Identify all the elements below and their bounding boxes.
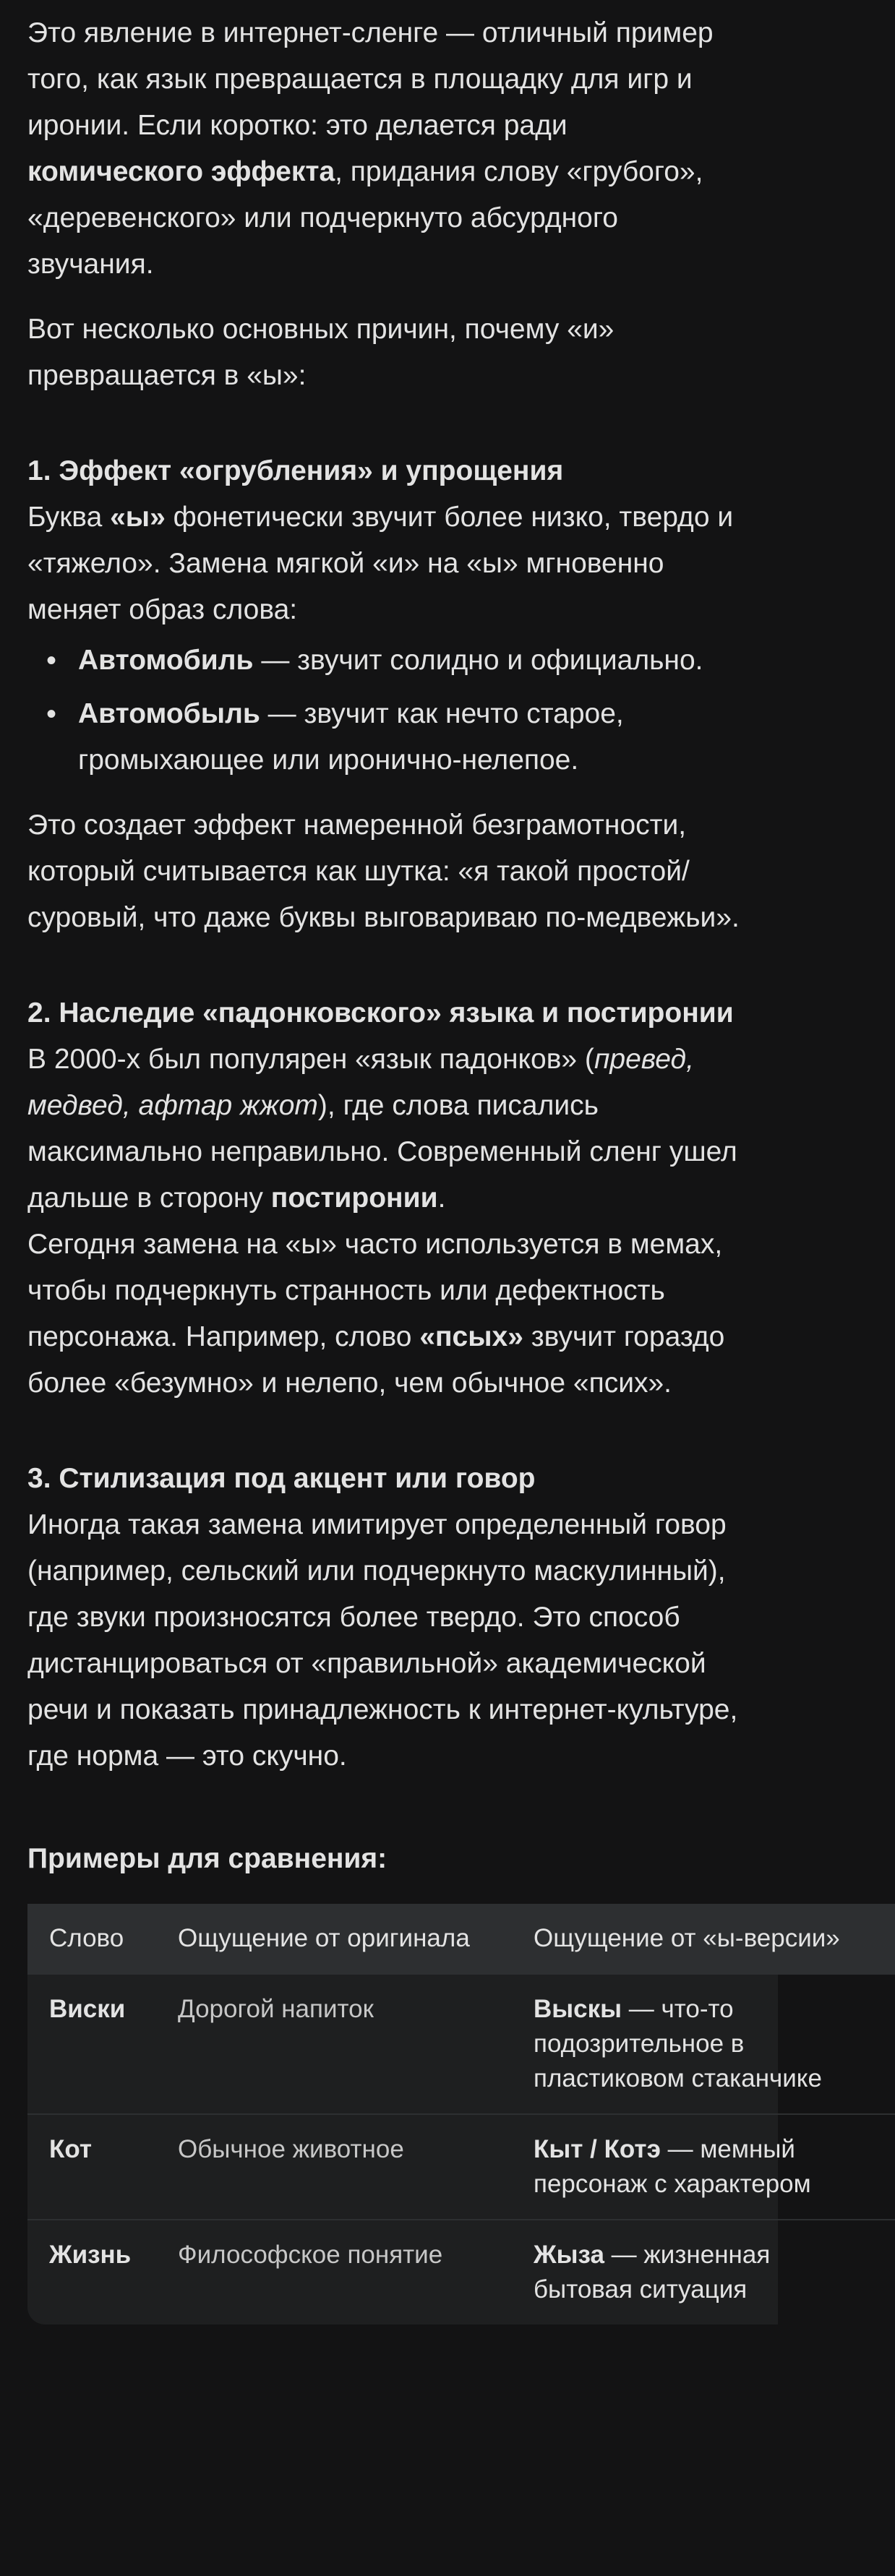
s2-text-a: В 2000-х был популярен «язык падонков» ( <box>27 1044 594 1075</box>
examples-heading: Примеры для сравнения: <box>27 1843 387 1874</box>
section-heading-2: 2. Наследие «падонковского» языка и постиронии <box>27 997 734 1029</box>
s2-p2-bold: «псых» <box>419 1321 523 1352</box>
list-item-bold: Автомобиль <box>78 645 254 676</box>
examples-table-container[interactable] <box>27 1904 840 2324</box>
original-cell: Дорогой напиток <box>156 1974 512 2114</box>
reasons-lead: Вот несколько основных причин, почему «и» превращается в «ы»: <box>27 314 614 391</box>
section-2-paragraph-2 <box>27 1222 750 1407</box>
header-cell: Слово <box>27 1904 156 1974</box>
section-heading-3: 3. Стилизация под акцент или говор <box>27 1463 536 1494</box>
y-desc: — что-то подозрительное в пластиковом стаканчике <box>534 1995 822 2092</box>
word-cell: Виски <box>27 1974 156 2114</box>
section-heading-1: 1. Эффект «огрубления» и упрощения <box>27 455 564 486</box>
y-version-cell <box>512 2220 895 2324</box>
word-cell: Кот <box>27 2114 156 2220</box>
section-1-paragraph <box>27 494 750 633</box>
original-cell: Философское понятие <box>156 2220 512 2324</box>
intro-bold: комического эффекта <box>27 156 335 187</box>
y-desc: — мемный персонаж с характером <box>534 2135 811 2198</box>
section-2-paragraph <box>27 1036 750 1222</box>
intro-text-end: , придания слову «грубого», «деревенского» или подчеркнуто абсурдного звучания. <box>27 156 703 280</box>
s2-bold: постиронии <box>270 1182 438 1214</box>
header-cell: Ощущение от оригинала <box>156 1904 512 1974</box>
y-version-cell <box>512 1974 895 2114</box>
table-row <box>27 2220 895 2324</box>
section-3-paragraph: Иногда такая замена имитирует определенный говор (например, сельский или подчеркнуто маскулинный), где звуки произносятся более твердо. Это способ дистанцироваться от «правильной» академической речи и показать принадлежность к интернет-культуре, где норма — это скучно. <box>27 1509 738 1772</box>
s2-italic: превед, медвед, афтар жжот <box>27 1044 694 1121</box>
list-item-text: — звучит как нечто старое, громыхающее или иронично-нелепое. <box>78 698 624 776</box>
y-word: Кыт / Котэ <box>534 2135 661 2163</box>
section-1-list <box>27 637 750 783</box>
s1-text-a: Буква <box>27 502 111 533</box>
list-item-bold: Автомобыль <box>78 698 260 729</box>
s2-p2-text-a: Сегодня замена на «ы» часто используется в мемах, чтобы подчеркнуть странность или дефектность персонажа. Например, слово <box>27 1229 723 1352</box>
intro-text: Это явление в интернет-сленге — отличный пример того, как язык превращается в площадку для игр и иронии. Если коротко: это делается ради <box>27 17 714 141</box>
list-item <box>27 691 750 783</box>
header-cell: Ощущение от «ы-версии» <box>512 1904 895 1974</box>
s1-text-c: фонетически звучит более низко, твердо и «тяжело». Замена мягкой «и» на «ы» мгновенно меняет образ слова: <box>27 502 734 625</box>
original-cell: Обычное животное <box>156 2114 512 2220</box>
examples-table <box>27 1904 895 2324</box>
intro-paragraph <box>27 10 750 288</box>
list-item-text: — звучит солидно и официально. <box>253 645 703 676</box>
list-item <box>27 637 750 684</box>
s1-bold: «ы» <box>110 502 166 533</box>
s2-text-c: . <box>437 1182 446 1214</box>
table-row <box>27 2114 895 2220</box>
table-row <box>27 1974 895 2114</box>
word-cell: Жизнь <box>27 2220 156 2324</box>
table-header-row <box>27 1904 895 1974</box>
y-desc: — жизненная бытовая ситуация <box>534 2241 771 2304</box>
s2-p2-text-b: звучит гораздо более «безумно» и нелепо, чем обычное «псих». <box>27 1321 725 1399</box>
y-version-cell <box>512 2114 895 2220</box>
s2-text-b: ), где слова писались максимально неправильно. Современный сленг ушел дальше в сторону <box>27 1090 737 1214</box>
section-1-conclusion: Это создает эффект намеренной безграмотности, который считывается как шутка: «я такой простой/суровый, что даже буквы выговариваю по-медвежьи». <box>27 810 740 933</box>
y-word: Выскы <box>534 1995 622 2023</box>
y-word: Жыза <box>534 2241 604 2269</box>
